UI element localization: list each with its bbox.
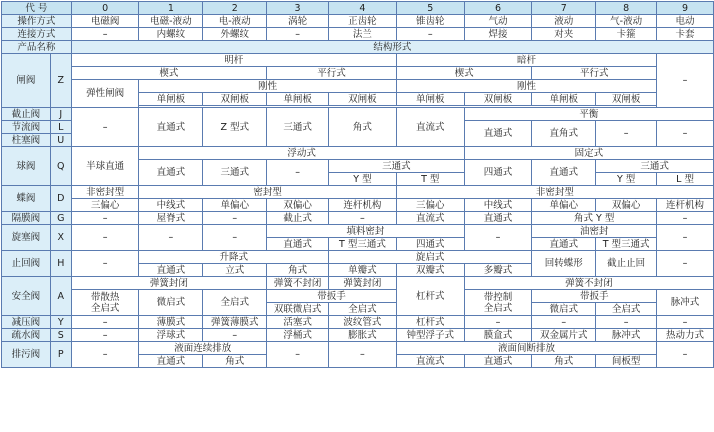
operation-cell: 锥齿轮: [396, 15, 464, 28]
diaphragm-3: 截止式: [267, 212, 329, 225]
safety-wrench: 带扳手: [267, 290, 397, 303]
ball-threeway: 三通式: [329, 160, 465, 173]
blowdown-9: –: [657, 342, 714, 368]
globe-3: 三通式: [267, 108, 329, 147]
code-3: 3: [267, 2, 329, 15]
trap-cell: 双金属片式: [532, 329, 596, 342]
globe-1: 直通式: [139, 108, 203, 147]
ball-6: 四通式: [464, 160, 532, 186]
plug-0: –: [71, 225, 139, 251]
connection-cell: –: [267, 28, 329, 41]
check-name: 止回阀: [2, 251, 51, 277]
blowdown-4: –: [329, 342, 397, 368]
globe-5: 直流式: [396, 108, 464, 147]
check-4: 单瓣式: [329, 264, 397, 277]
gate-single-1: 单闸板: [139, 93, 203, 106]
globe-row-1: [2, 108, 714, 121]
trap-name: 疏水阀: [2, 329, 51, 342]
blowdown-code: P: [50, 342, 71, 368]
gate-wedge-2: 楔式: [396, 67, 532, 80]
safety-8: 全启式: [596, 303, 657, 316]
code-8: 8: [596, 2, 657, 15]
ball-floating: 浮动式: [139, 147, 464, 160]
connection-cell: –: [396, 28, 464, 41]
operation-row: [2, 15, 714, 28]
code-2: 2: [203, 2, 267, 15]
operation-cell: 电-液动: [203, 15, 267, 28]
safety-6: [464, 290, 532, 316]
gate-row-3: [2, 80, 714, 93]
reducing-cell: –: [71, 316, 139, 329]
reducing-cell: –: [657, 316, 714, 329]
safety-code: A: [50, 277, 71, 316]
butterfly-code: D: [50, 186, 71, 212]
diaphragm-1: 屋脊式: [139, 212, 203, 225]
operation-label: 操作方式: [2, 15, 72, 28]
gate-ming: 明杆: [71, 54, 396, 67]
diaphragm-0: –: [71, 212, 139, 225]
globe-name: 截止阀: [2, 108, 51, 121]
trap-cell: 膨胀式: [329, 329, 397, 342]
operation-cell: 电磁-液动: [139, 15, 203, 28]
trap-cell: 浮桶式: [267, 329, 329, 342]
operation-cell: 液动: [532, 15, 596, 28]
reducing-cell: 薄膜式: [139, 316, 203, 329]
safety-spring-closed-2: 弹簧封闭: [329, 277, 397, 290]
reducing-name: 减压阀: [2, 316, 51, 329]
diaphragm-row: [2, 212, 714, 225]
ball-y-2: Y 型: [596, 173, 657, 186]
diaphragm-5: 直流式: [396, 212, 464, 225]
butterfly-7: 单偏心: [532, 199, 596, 212]
code-1: 1: [139, 2, 203, 15]
blowdown-row-1: [2, 342, 714, 355]
butterfly-8: 双偏心: [596, 199, 657, 212]
plug-1: –: [139, 225, 203, 251]
gate-double-6: 双闸板: [464, 93, 532, 106]
plunger-name: 柱塞阀: [2, 134, 51, 147]
plug-9: –: [657, 225, 714, 251]
code-7: 7: [532, 2, 596, 15]
code-row: [2, 2, 714, 15]
blowdown-7: 角式: [532, 355, 596, 368]
valve-code-table: [1, 1, 714, 368]
gate-double-2: 双闸板: [203, 93, 267, 106]
reducing-cell: –: [596, 316, 657, 329]
ball-row-1: [2, 147, 714, 160]
safety-9: 脉冲式: [657, 290, 714, 316]
gate-9: –: [657, 54, 714, 108]
check-swing: 旋启式: [329, 251, 532, 264]
gate-wedge: 楔式: [71, 67, 266, 80]
plug-packing: 填料密封: [267, 225, 465, 238]
gate-rigid: 刚性: [139, 80, 396, 93]
reducing-cell: 波纹管式: [329, 316, 397, 329]
safety-row-1: [2, 277, 714, 290]
connection-cell: 内螺纹: [139, 28, 203, 41]
safety-4: 全启式: [329, 303, 397, 316]
connection-cell: –: [71, 28, 139, 41]
reducing-cell: –: [464, 316, 532, 329]
trap-cell: –: [71, 329, 139, 342]
safety-0: [71, 290, 139, 316]
operation-cell: 正齿轮: [329, 15, 397, 28]
globe-8: –: [596, 121, 657, 147]
safety-wrench-2: 带扳手: [532, 290, 657, 303]
ball-l: L 型: [657, 173, 714, 186]
ball-3: –: [267, 160, 329, 186]
check-6: 多瓣式: [464, 264, 532, 277]
plug-4: T 型三通式: [329, 238, 397, 251]
diaphragm-6: 直通式: [464, 212, 532, 225]
blowdown-continuous: 液面连续排放: [139, 342, 267, 355]
code-6: 6: [464, 2, 532, 15]
gate-single-5: 单闸板: [396, 93, 464, 106]
plug-name: 旋塞阀: [2, 225, 51, 251]
throttle-name: 节流阀: [2, 121, 51, 134]
operation-cell: 涡轮: [267, 15, 329, 28]
check-1: 直通式: [139, 264, 203, 277]
blowdown-8: 间板型: [596, 355, 657, 368]
safety-0b: 全启式: [90, 302, 120, 314]
blowdown-0: –: [71, 342, 139, 368]
butterfly-name: 蝶阀: [2, 186, 51, 212]
globe-balance: 平衡: [464, 108, 713, 121]
safety-6b: 全启式: [483, 302, 513, 314]
ball-y: Y 型: [329, 173, 397, 186]
connection-cell: 法兰: [329, 28, 397, 41]
check-code: H: [50, 251, 71, 277]
product-header-row: [2, 41, 714, 54]
gate-name: 闸阀: [2, 54, 51, 108]
connection-row: [2, 28, 714, 41]
globe-0: –: [71, 108, 139, 147]
blowdown-2: 角式: [203, 355, 267, 368]
check-8: 截止止回: [596, 251, 657, 277]
trap-row: [2, 329, 714, 342]
plug-8: T 型三通式: [596, 238, 657, 251]
butterfly-0: 三偏心: [71, 199, 139, 212]
structure-label: 结构形式: [71, 41, 713, 54]
check-9: –: [657, 251, 714, 277]
safety-spring-nonclosed: 弹簧不封闭: [267, 277, 329, 290]
butterfly-row-2: [2, 199, 714, 212]
plug-6: –: [464, 225, 532, 251]
connection-label: 连接方式: [2, 28, 72, 41]
ball-threeway-2: 三通式: [596, 160, 714, 173]
globe-9: –: [657, 121, 714, 147]
diaphragm-4: –: [329, 212, 397, 225]
globe-7: 直角式: [532, 121, 596, 147]
connection-cell: 外螺纹: [203, 28, 267, 41]
butterfly-2: 单偏心: [203, 199, 267, 212]
check-row-1: [2, 251, 714, 264]
globe-code: J: [50, 108, 71, 121]
safety-6a: 带控制: [483, 291, 513, 303]
gate-parallel-2: 平行式: [532, 67, 657, 80]
diaphragm-code: G: [50, 212, 71, 225]
plug-7: 直通式: [532, 238, 596, 251]
gate-parallel: 平行式: [267, 67, 397, 80]
code-0: 0: [71, 2, 139, 15]
safety-0a: 带散热: [90, 291, 120, 303]
safety-spring-closed: 弹簧封闭: [71, 277, 266, 290]
check-5: 双瓣式: [396, 264, 464, 277]
check-7: 回转蝶形: [532, 251, 596, 277]
plug-oil: 油密封: [532, 225, 657, 238]
connection-cell: 焊接: [464, 28, 532, 41]
safety-1: 微启式: [139, 290, 203, 316]
gate-elastic: 弹性闸阀: [71, 80, 139, 108]
code-5: 5: [396, 2, 464, 15]
diaphragm-9: –: [657, 212, 714, 225]
reducing-cell: 杠杆式: [396, 316, 464, 329]
butterfly-9: 连杆机构: [657, 199, 714, 212]
ball-fixed: 固定式: [464, 147, 713, 160]
gate-rigid-2: 刚性: [396, 80, 656, 93]
plug-row-1: [2, 225, 714, 238]
globe-4: 角式: [329, 108, 397, 147]
butterfly-6: 中线式: [464, 199, 532, 212]
butterfly-1: 中线式: [139, 199, 203, 212]
butterfly-4: 连杆机构: [329, 199, 397, 212]
diaphragm-name: 隔膜阀: [2, 212, 51, 225]
plug-2: –: [203, 225, 267, 251]
blowdown-5: 直流式: [396, 355, 464, 368]
trap-code: S: [50, 329, 71, 342]
reducing-cell: 弹簧薄膜式: [203, 316, 267, 329]
operation-cell: 气-液动: [596, 15, 657, 28]
safety-spring-nonclosed-2: 弹簧不封闭: [464, 277, 713, 290]
blowdown-6: 直通式: [464, 355, 532, 368]
trap-cell: –: [203, 329, 267, 342]
plug-5: 四通式: [396, 238, 464, 251]
ball-7: 直通式: [532, 160, 596, 186]
gate-single-3: 单闸板: [267, 93, 329, 106]
blowdown-3: –: [267, 342, 329, 368]
ball-name: 球阀: [2, 147, 51, 186]
safety-row-2: [2, 290, 714, 303]
globe-2: Z 型式: [203, 108, 267, 147]
gate-row-2: [2, 67, 714, 80]
connection-cell: 卡套: [657, 28, 714, 41]
safety-5: 杠杆式: [396, 277, 464, 316]
connection-cell: 对夹: [532, 28, 596, 41]
butterfly-row-1: [2, 186, 714, 199]
trap-cell: 脉冲式: [596, 329, 657, 342]
butterfly-nonsealed: 非密封型: [71, 186, 139, 199]
trap-cell: 热动力式: [657, 329, 714, 342]
operation-cell: 气动: [464, 15, 532, 28]
plug-3: 直通式: [267, 238, 329, 251]
diaphragm-2: –: [203, 212, 267, 225]
ball-1: 直通式: [139, 160, 203, 186]
safety-7: 微启式: [532, 303, 596, 316]
globe-6: 直通式: [464, 121, 532, 147]
blowdown-name: 排污阀: [2, 342, 51, 368]
gate-single-7: 单闸板: [532, 93, 596, 106]
butterfly-3: 双偏心: [267, 199, 329, 212]
operation-cell: 电动: [657, 15, 714, 28]
check-0: –: [71, 251, 139, 277]
code-4: 4: [329, 2, 397, 15]
product-name-label: 产品名称: [2, 41, 72, 54]
throttle-code: L: [50, 121, 71, 134]
trap-cell: 浮球式: [139, 329, 203, 342]
reducing-code: Y: [50, 316, 71, 329]
butterfly-nonsealed-2: 非密封型: [396, 186, 713, 199]
operation-cell: 电磁阀: [71, 15, 139, 28]
safety-3: 双联微启式: [267, 303, 329, 316]
blowdown-1: 直通式: [139, 355, 203, 368]
plunger-code: U: [50, 134, 71, 147]
check-lift: 升降式: [139, 251, 329, 264]
check-3: 角式: [267, 264, 329, 277]
reducing-cell: –: [532, 316, 596, 329]
ball-t: T 型: [396, 173, 464, 186]
butterfly-5: 三偏心: [396, 199, 464, 212]
blowdown-intermittent: 液面间断排放: [396, 342, 656, 355]
code-label: 代 号: [2, 2, 72, 15]
diaphragm-78: 角式 Y 型: [532, 212, 657, 225]
ball-2: 三通式: [203, 160, 267, 186]
gate-double-4: 双闸板: [329, 93, 397, 106]
check-2: 立式: [203, 264, 267, 277]
connection-cell: 卡箍: [596, 28, 657, 41]
butterfly-sealed: 密封型: [139, 186, 396, 199]
ball-code: Q: [50, 147, 71, 186]
gate-an: 暗杆: [396, 54, 656, 67]
reducing-row: [2, 316, 714, 329]
ball-0: 半球直通: [71, 147, 139, 186]
trap-cell: 钟型浮子式: [396, 329, 464, 342]
reducing-cell: 活塞式: [267, 316, 329, 329]
safety-2: 全启式: [203, 290, 267, 316]
gate-double-8: 双闸板: [596, 93, 657, 106]
safety-name: 安全阀: [2, 277, 51, 316]
trap-cell: 膜盒式: [464, 329, 532, 342]
gate-row-1: [2, 54, 714, 67]
plug-code: X: [50, 225, 71, 251]
code-9: 9: [657, 2, 714, 15]
gate-code: Z: [50, 54, 71, 108]
